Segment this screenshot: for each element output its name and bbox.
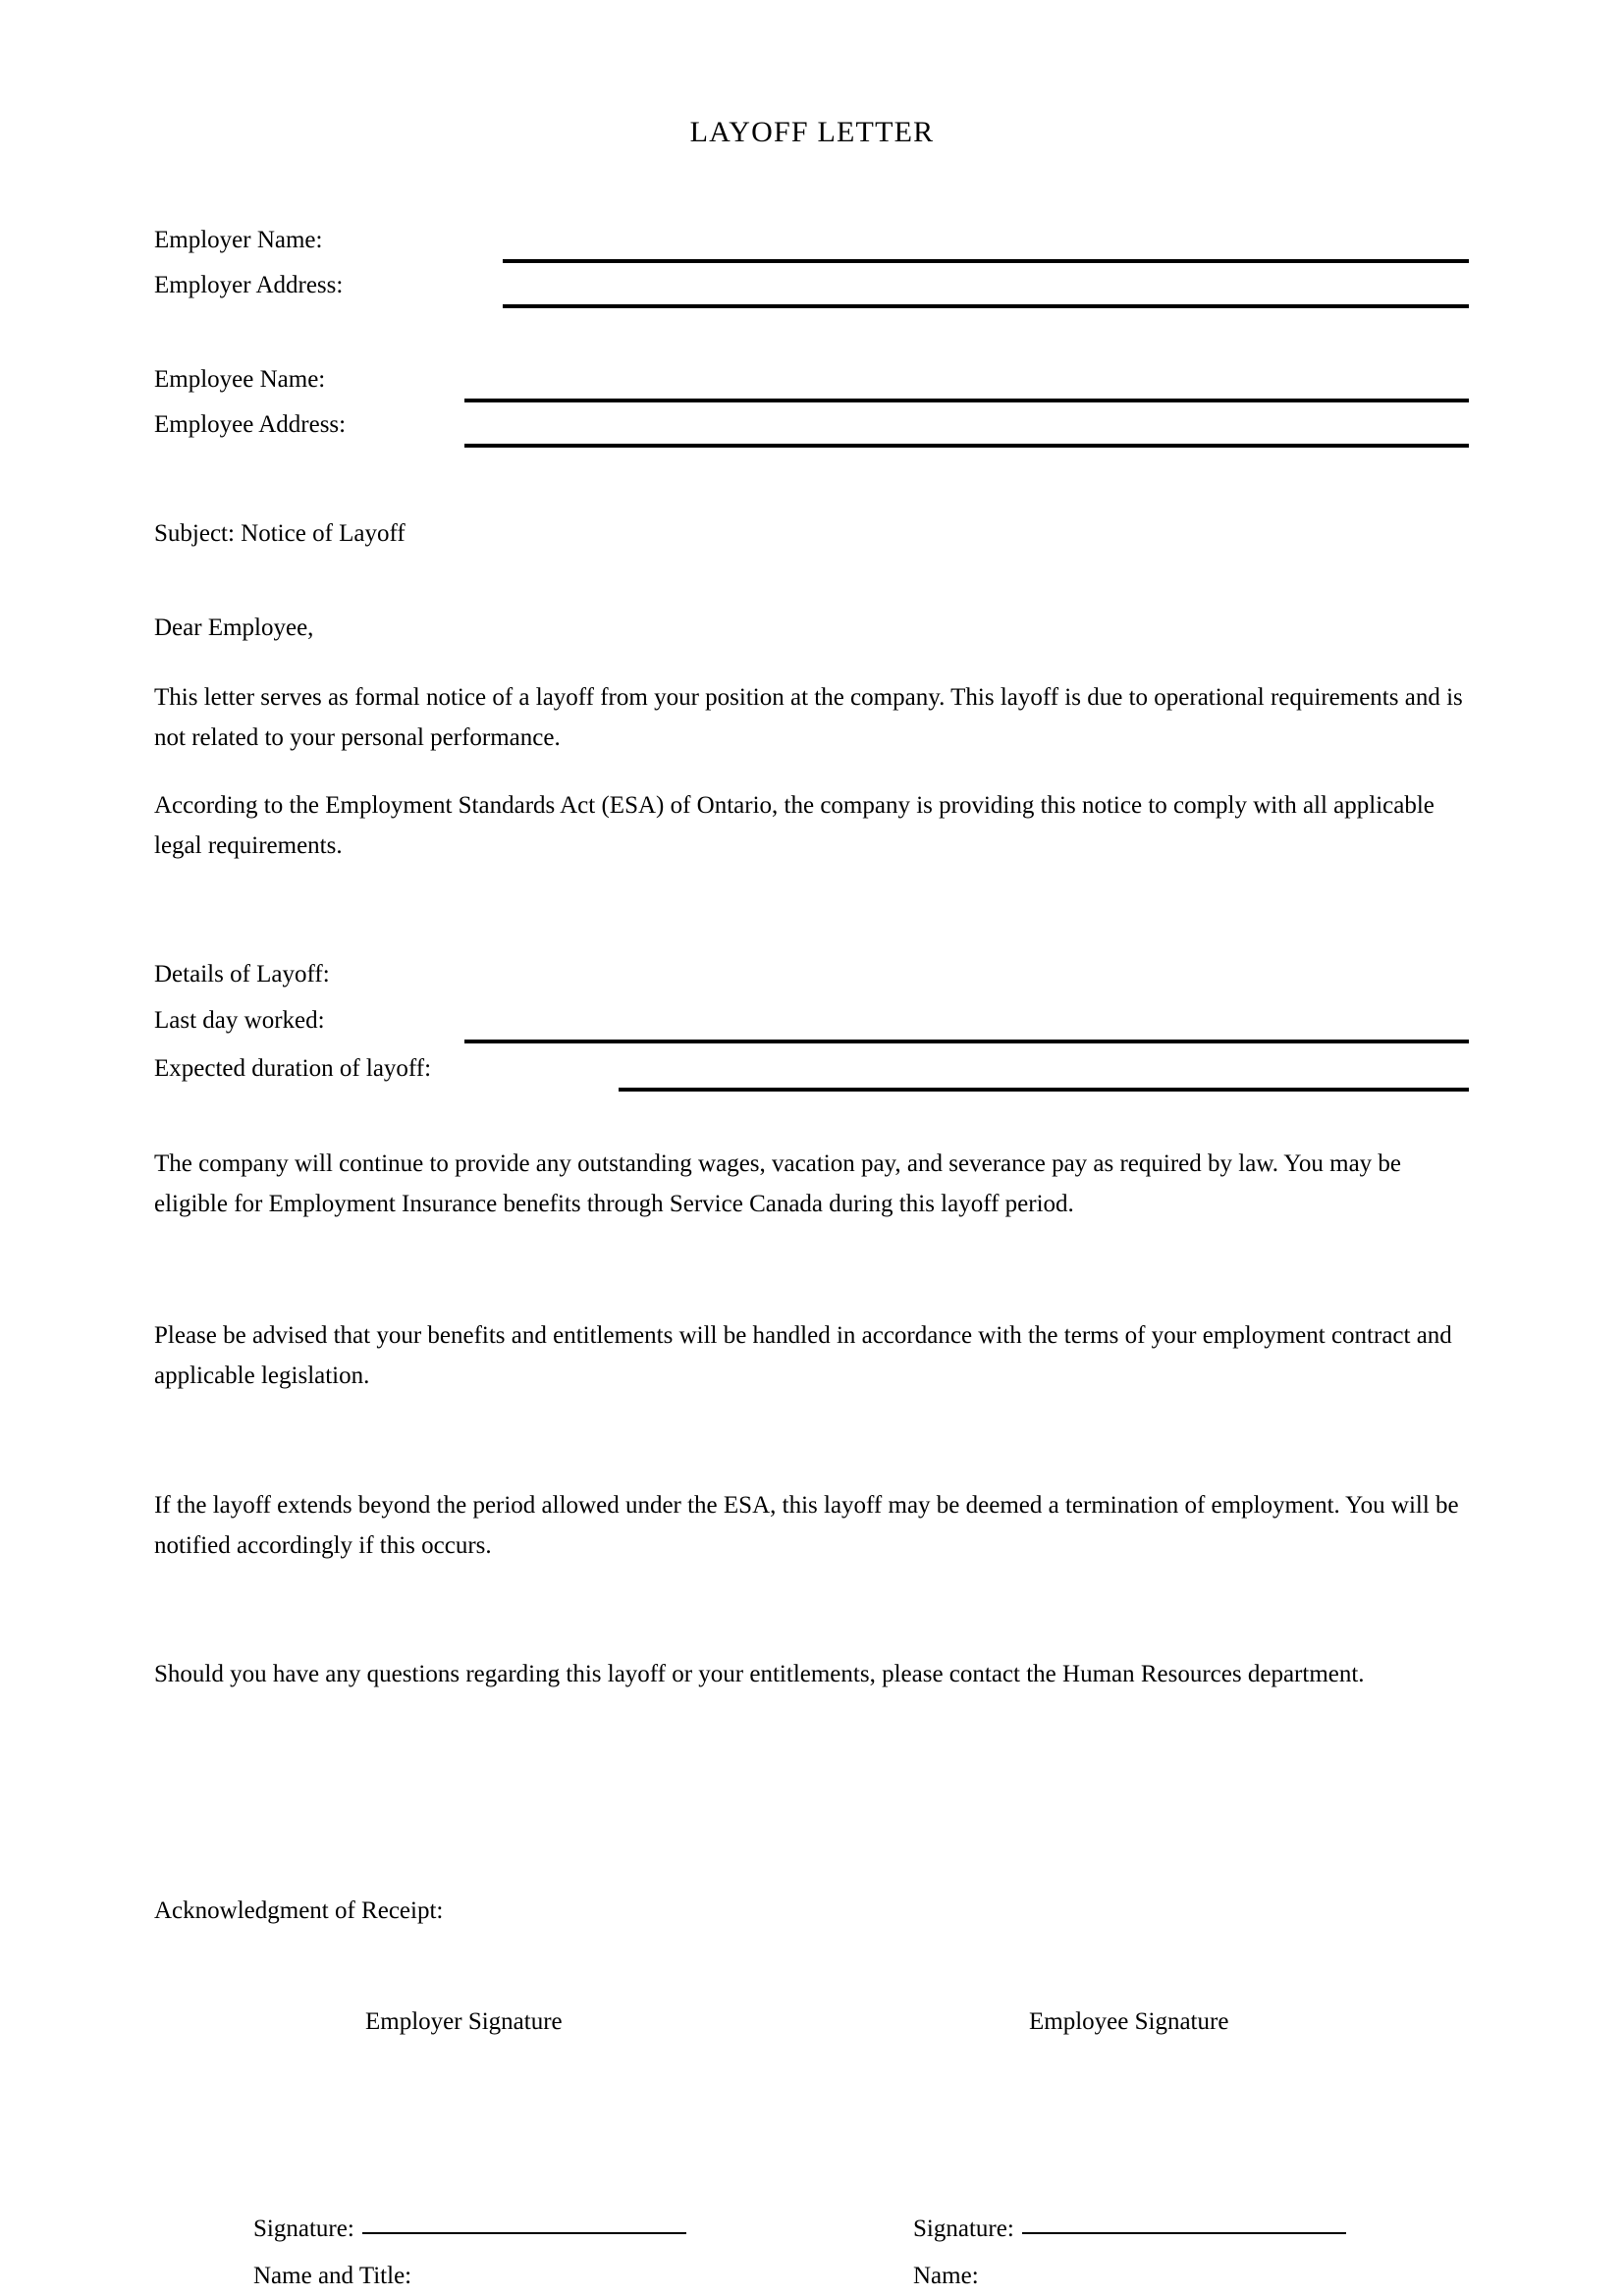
employee-name-row [913, 2260, 979, 2293]
subject-line: Subject: Notice of Layoff [154, 520, 406, 547]
employer-name-input[interactable] [503, 259, 1469, 263]
employer-address-row [154, 269, 1470, 314]
employee-address-input[interactable] [464, 444, 1469, 448]
employer-address-input[interactable] [503, 304, 1469, 308]
employer-signature-caption: Employer Signature [365, 2008, 563, 2035]
employee-address-label: Employee Address: [154, 411, 347, 438]
employer-signature-row [253, 2213, 686, 2246]
details-heading: Details of Layoff: [154, 961, 330, 988]
employee-signature-caption: Employee Signature [1029, 2008, 1229, 2035]
employer-name-title-row [253, 2260, 411, 2293]
body-paragraph-4: Please be advised that your benefits and entitlements will be handled in accordance with the terms of your employment contract and applicable legislation. [154, 1322, 1452, 1389]
body-paragraph-6: Should you have any questions regarding this layoff or your entitlements, please contact the Human Resources department. [154, 1661, 1365, 1687]
expected-duration-label: Expected duration of layoff: [154, 1055, 432, 1082]
employee-name-row [154, 363, 1470, 408]
body-paragraph-5: If the layoff extends beyond the period allowed under the ESA, this layoff may be deemed a termination of employment. You will be notified accordingly if this occurs. [154, 1492, 1459, 1559]
employer-name-title-label: Name and Title: [253, 2263, 412, 2289]
employee-signature-row [913, 2213, 1346, 2246]
employee-name-label: Employee Name: [154, 366, 326, 393]
employee-name-input[interactable] [464, 399, 1469, 402]
body-paragraph-1: This letter serves as formal notice of a layoff from your position at the company. This layoff is due to operational requirements and is not related to your personal performance. [154, 684, 1463, 751]
last-day-worked-input[interactable] [464, 1040, 1469, 1043]
body-paragraph-2: According to the Employment Standards Act (ESA) of Ontario, the company is providing this notice to comply with all applicable legal requirements. [154, 792, 1435, 859]
employee-name-label: Name: [913, 2263, 979, 2289]
last-day-worked-row [154, 1004, 1470, 1049]
employee-address-row [154, 408, 1470, 454]
employer-signature-field-label: Signature: [253, 2216, 354, 2242]
last-day-worked-label: Last day worked: [154, 1007, 325, 1034]
employer-address-label: Employer Address: [154, 272, 344, 298]
employee-signature-field-label: Signature: [913, 2216, 1014, 2242]
salutation: Dear Employee, [154, 614, 314, 641]
body-paragraph-3: The company will continue to provide any outstanding wages, vacation pay, and severance pay as required by law. You may be eligible for Employment Insurance benefits through Service Canada during this layoff period. [154, 1150, 1402, 1217]
employer-name-row [154, 224, 1470, 269]
acknowledgment-heading: Acknowledgment of Receipt: [154, 1897, 444, 1924]
page-title: LAYOFF LETTER [689, 116, 935, 148]
expected-duration-row [154, 1052, 1470, 1097]
expected-duration-input[interactable] [619, 1088, 1469, 1092]
employee-signature-input[interactable] [1022, 2232, 1346, 2234]
employer-signature-input[interactable] [362, 2232, 686, 2234]
employer-name-label: Employer Name: [154, 227, 323, 253]
